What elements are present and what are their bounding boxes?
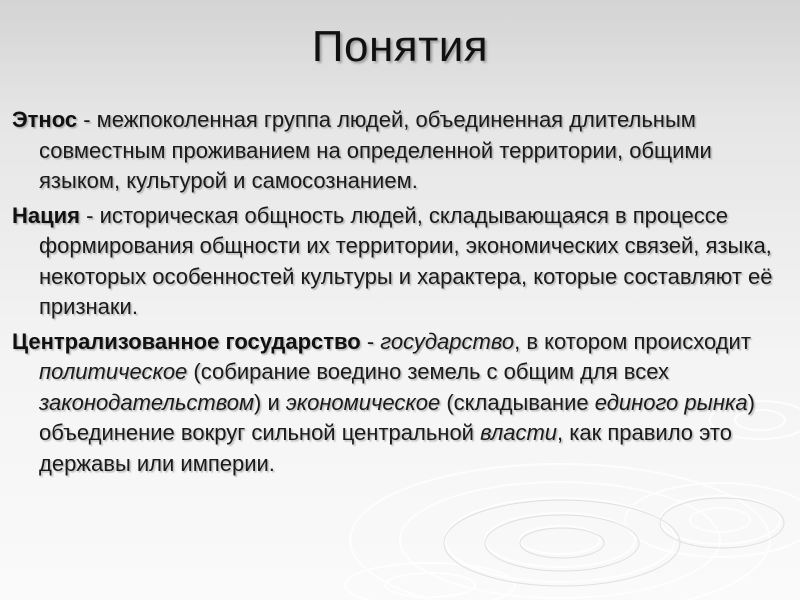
definition-ethnos <box>12 105 782 197</box>
italic-term: государство <box>380 328 515 354</box>
definition-term: Этнос <box>12 107 78 132</box>
definition-term: Нация <box>12 202 81 228</box>
definition-text: - <box>360 328 381 354</box>
definition-text: (собирание воедино земель с общим для всех <box>187 359 669 384</box>
definition-text: , в котором происходит <box>514 328 751 354</box>
definition-text: ) и <box>254 389 286 415</box>
italic-term: единого рынка <box>594 389 748 415</box>
definition-centralized-state <box>12 327 782 480</box>
definitions-list <box>12 105 782 483</box>
slide-title: Понятия <box>311 22 489 71</box>
italic-term: политическое <box>39 359 188 384</box>
italic-term: законодательством <box>39 389 255 415</box>
italic-term: экономическое <box>285 389 441 415</box>
italic-term: власти <box>480 420 558 445</box>
definition-text: - историческая общность людей, складывающаяся в процессе формирования общности их территории, экономических связей, языка, некоторых особенностей культуры и характера, которые составляют её признаки. <box>39 202 773 319</box>
definition-text: (складывание <box>440 389 595 415</box>
definition-term: Централизованное государство <box>12 328 361 354</box>
definition-text: ) объединение вокруг сильной центральной <box>39 389 755 445</box>
definition-text: , как правило это державы или империи. <box>39 420 732 476</box>
definition-text: - межпоколенная группа людей, объединенная длительным совместным проживанием на определенной территории, общими языком, культурой и самосознанием. <box>39 107 712 193</box>
definition-nation <box>12 201 782 323</box>
